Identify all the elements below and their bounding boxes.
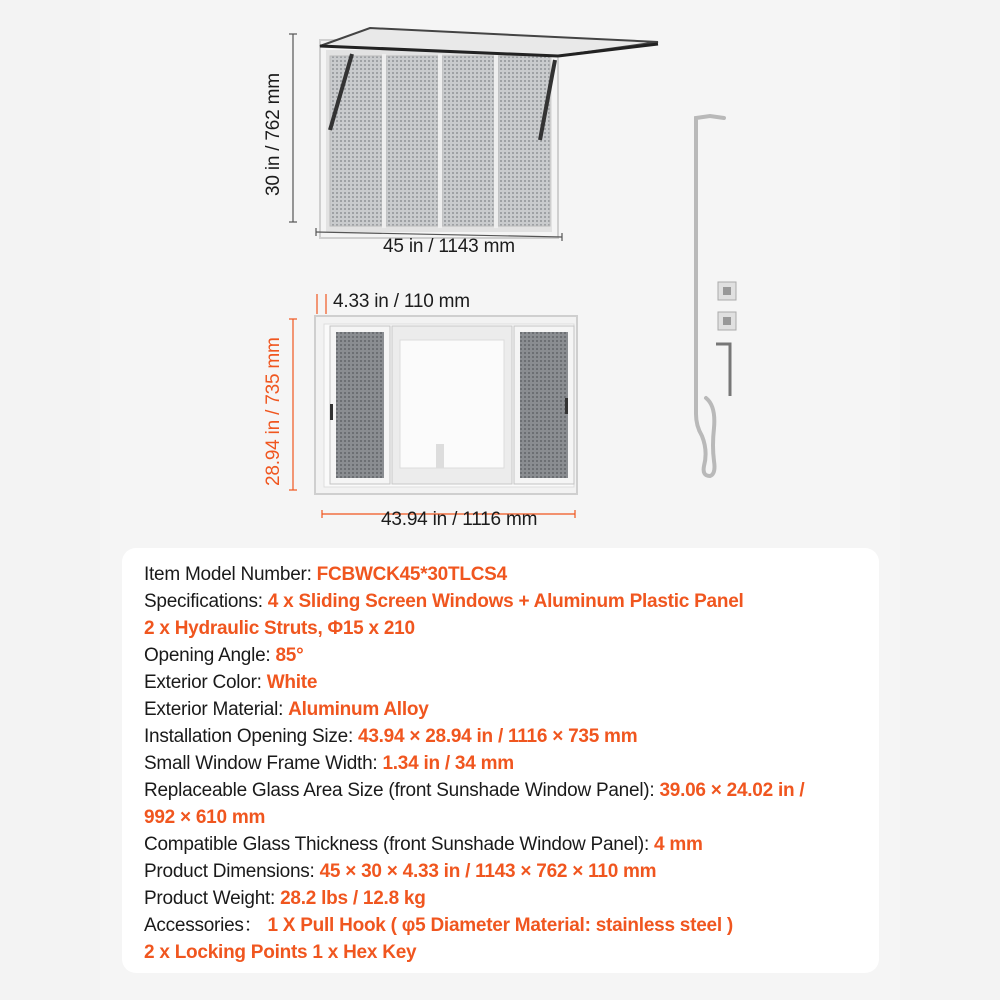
spec-value: 1 X Pull Hook ( φ5 Diameter Material: stainless steel ) (267, 915, 733, 936)
spec-value: 2 x Hydraulic Struts, Φ15 x 210 (144, 618, 415, 639)
spec-value: 4 mm (654, 834, 703, 855)
spec-label: Opening Angle: (144, 645, 276, 666)
specs-card (122, 548, 879, 973)
bottom-width-label: 43.94 in / 1116 mm (381, 509, 538, 530)
spec-value: 43.94 × 28.94 in / 1116 × 735 mm (358, 726, 638, 747)
spec-line (144, 833, 703, 857)
spec-line (144, 752, 514, 776)
spec-line (144, 644, 303, 668)
spec-value: Aluminum Alloy (288, 699, 429, 720)
accessories-illustration (680, 106, 760, 486)
spec-line (144, 941, 416, 965)
spec-value: FCBWCK45*30TLCS4 (316, 564, 507, 585)
spec-line (144, 887, 426, 911)
spec-value: 992 × 610 mm (144, 807, 266, 828)
spec-label: Product Dimensions: (144, 861, 320, 882)
spec-value: 1.34 in / 34 mm (382, 753, 514, 774)
spec-value: 39.06 × 24.02 in / (659, 780, 805, 801)
spec-line (144, 914, 733, 938)
top-height-label: 30 in / 762 mm (263, 73, 284, 196)
bottom-height-label: 28.94 in / 735 mm (263, 337, 284, 486)
spec-value: 2 x Locking Points 1 x Hex Key (144, 942, 417, 963)
spec-value: White (266, 672, 318, 693)
spec-label: Accessories： (144, 915, 268, 936)
spec-line (144, 563, 507, 587)
hex-key-icon (716, 344, 730, 396)
spec-value: 28.2 lbs / 12.8 kg (280, 888, 426, 909)
spec-line (144, 590, 744, 614)
spec-label: Compatible Glass Thickness (front Sunshade Window Panel): (144, 834, 655, 855)
spec-label: Product Weight: (144, 888, 281, 909)
spec-line (144, 806, 265, 830)
spec-line (144, 698, 429, 722)
depth-label: 4.33 in / 110 mm (333, 291, 470, 312)
top-width-label: 45 in / 1143 mm (383, 236, 515, 257)
spec-label: Specifications: (144, 591, 268, 612)
open-window-illustration (260, 20, 680, 250)
spec-line (144, 725, 637, 749)
spec-line (144, 617, 415, 641)
spec-line (144, 779, 804, 803)
spec-label: Replaceable Glass Area Size (front Sunshade Window Panel): (144, 780, 660, 801)
spec-label: Exterior Material: (144, 699, 289, 720)
spec-value: 85° (275, 645, 304, 666)
spec-label: Item Model Number: (144, 564, 317, 585)
spec-label: Exterior Color: (144, 672, 267, 693)
spec-value: 45 × 30 × 4.33 in / 1143 × 762 × 110 mm (319, 861, 657, 882)
closed-window-illustration (260, 284, 590, 534)
spec-value: 4 x Sliding Screen Windows + Aluminum Plastic Panel (267, 591, 744, 612)
spec-label: Small Window Frame Width: (144, 753, 383, 774)
spec-line (144, 860, 656, 884)
spec-line (144, 671, 317, 695)
spec-label: Installation Opening Size: (144, 726, 358, 747)
